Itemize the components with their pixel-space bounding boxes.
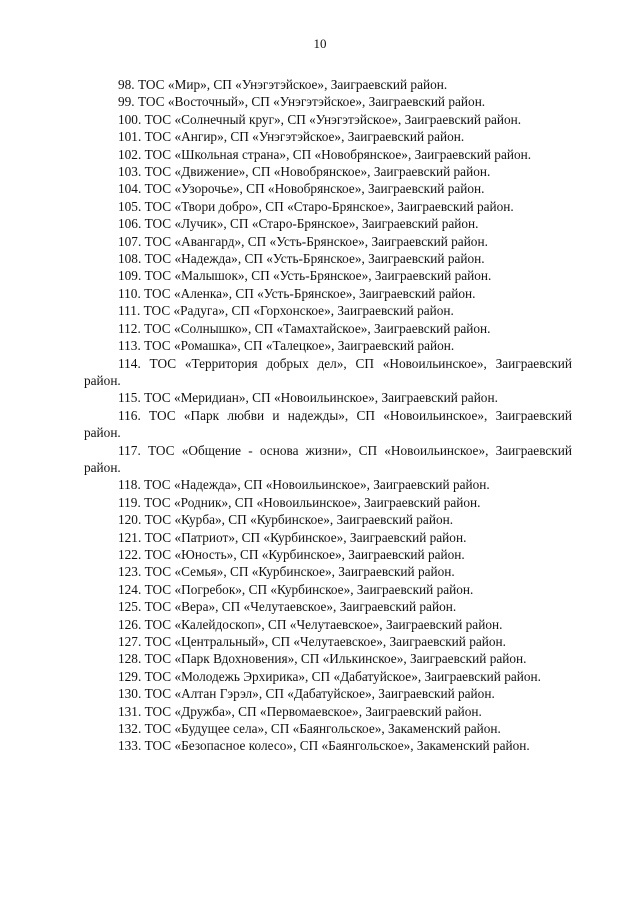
list-item: 101. ТОС «Ангир», СП «Унэгэтэйское», Заиграевский район. bbox=[118, 129, 465, 145]
list-item: 117. ТОС «Общение - основа жизни», СП «Новоильинское», Заиграевский район. bbox=[84, 442, 572, 475]
entry-list bbox=[84, 76, 572, 755]
list-item: 114. ТОС «Территория добрых дел», СП «Новоильинское», Заиграевский район. bbox=[84, 355, 572, 388]
list-item: 127. ТОС «Центральный», СП «Челутаевское», Заиграевский район. bbox=[118, 634, 506, 649]
list-item: 130. ТОС «Алтан Гэрэл», СП «Дабатуйское», Заиграевский район. bbox=[118, 686, 495, 702]
list-item: 133. ТОС «Безопасное колесо», СП «Баянгольское», Закаменский район. bbox=[118, 738, 530, 754]
list-item: 109. ТОС «Малышок», СП «Усть-Брянское», Заиграевский район. bbox=[118, 268, 492, 284]
list-item: 99. ТОС «Восточный», СП «Унэгэтэйское», Заиграевский район. bbox=[118, 94, 486, 110]
list-item: 110. ТОС «Аленка», СП «Усть-Брянское», Заиграевский район. bbox=[118, 285, 476, 301]
list-item: 113. ТОС «Ромашка», СП «Талецкое», Заиграевский район. bbox=[118, 338, 455, 354]
list-item: 132. ТОС «Будущее села», СП «Баянгольское», Закаменский район. bbox=[118, 721, 501, 737]
list-item: 104. ТОС «Узорочье», СП «Новобрянское», Заиграевский район. bbox=[118, 181, 485, 197]
page-number: 10 bbox=[313, 36, 327, 51]
list-item: 131. ТОС «Дружба», СП «Первомаевское», Заиграевский район. bbox=[118, 703, 482, 719]
list-item: 108. ТОС «Надежда», СП «Усть-Брянское», Заиграевский район. bbox=[118, 251, 485, 267]
list-item: 122. ТОС «Юность», СП «Курбинское», Заиграевский район. bbox=[118, 546, 465, 562]
list-item: 119. ТОС «Родник», СП «Новоильинское», Заиграевский район. bbox=[118, 494, 481, 510]
list-item: 106. ТОС «Лучик», СП «Старо-Брянское», Заиграевский район. bbox=[118, 216, 479, 232]
list-item: 123. ТОС «Семья», СП «Курбинское», Заиграевский район. bbox=[118, 564, 455, 580]
list-item: 121. ТОС «Патриот», СП «Курбинское», Заиграевский район. bbox=[118, 529, 467, 545]
list-item: 124. ТОС «Погребок», СП «Курбинское», Заиграевский район. bbox=[118, 581, 474, 597]
list-item: 112. ТОС «Солнышко», СП «Тамахтайское», Заиграевский район. bbox=[118, 320, 491, 336]
list-item: 128. ТОС «Парк Вдохновения», СП «Илькинское», Заиграевский район. bbox=[118, 651, 527, 667]
list-item: 125. ТОС «Вера», СП «Челутаевское», Заиграевский район. bbox=[118, 599, 457, 615]
list-item: 120. ТОС «Курба», СП «Курбинское», Заиграевский район. bbox=[118, 512, 454, 528]
list-item: 129. ТОС «Молодежь Эрхирика», СП «Дабатуйское», Заиграевский район. bbox=[118, 668, 541, 684]
list-item: 103. ТОС «Движение», СП «Новобрянское», Заиграевский район. bbox=[118, 164, 491, 180]
list-item: 100. ТОС «Солнечный круг», СП «Унэгэтэйское», Заиграевский район. bbox=[118, 111, 522, 127]
list-item: 98. ТОС «Мир», СП «Унэгэтэйское», Заиграевский район. bbox=[118, 77, 448, 92]
list-item: 111. ТОС «Радуга», СП «Горхонское», Заиграевский район. bbox=[118, 303, 454, 319]
list-item: 118. ТОС «Надежда», СП «Новоильинское», Заиграевский район. bbox=[118, 477, 490, 493]
list-item: 102. ТОС «Школьная страна», СП «Новобрянское», Заиграевский район. bbox=[118, 146, 532, 162]
list-item: 105. ТОС «Твори добро», СП «Старо-Брянское», Заиграевский район. bbox=[118, 198, 514, 214]
list-item: 115. ТОС «Меридиан», СП «Новоильинское», Заиграевский район. bbox=[118, 390, 498, 406]
list-item: 116. ТОС «Парк любви и надежды», СП «Новоильинское», Заиграевский район. bbox=[84, 407, 572, 441]
list-item: 107. ТОС «Авангард», СП «Усть-Брянское», Заиграевский район. bbox=[118, 233, 488, 249]
list-item: 126. ТОС «Калейдоскоп», СП «Челутаевское», Заиграевский район. bbox=[118, 616, 503, 632]
